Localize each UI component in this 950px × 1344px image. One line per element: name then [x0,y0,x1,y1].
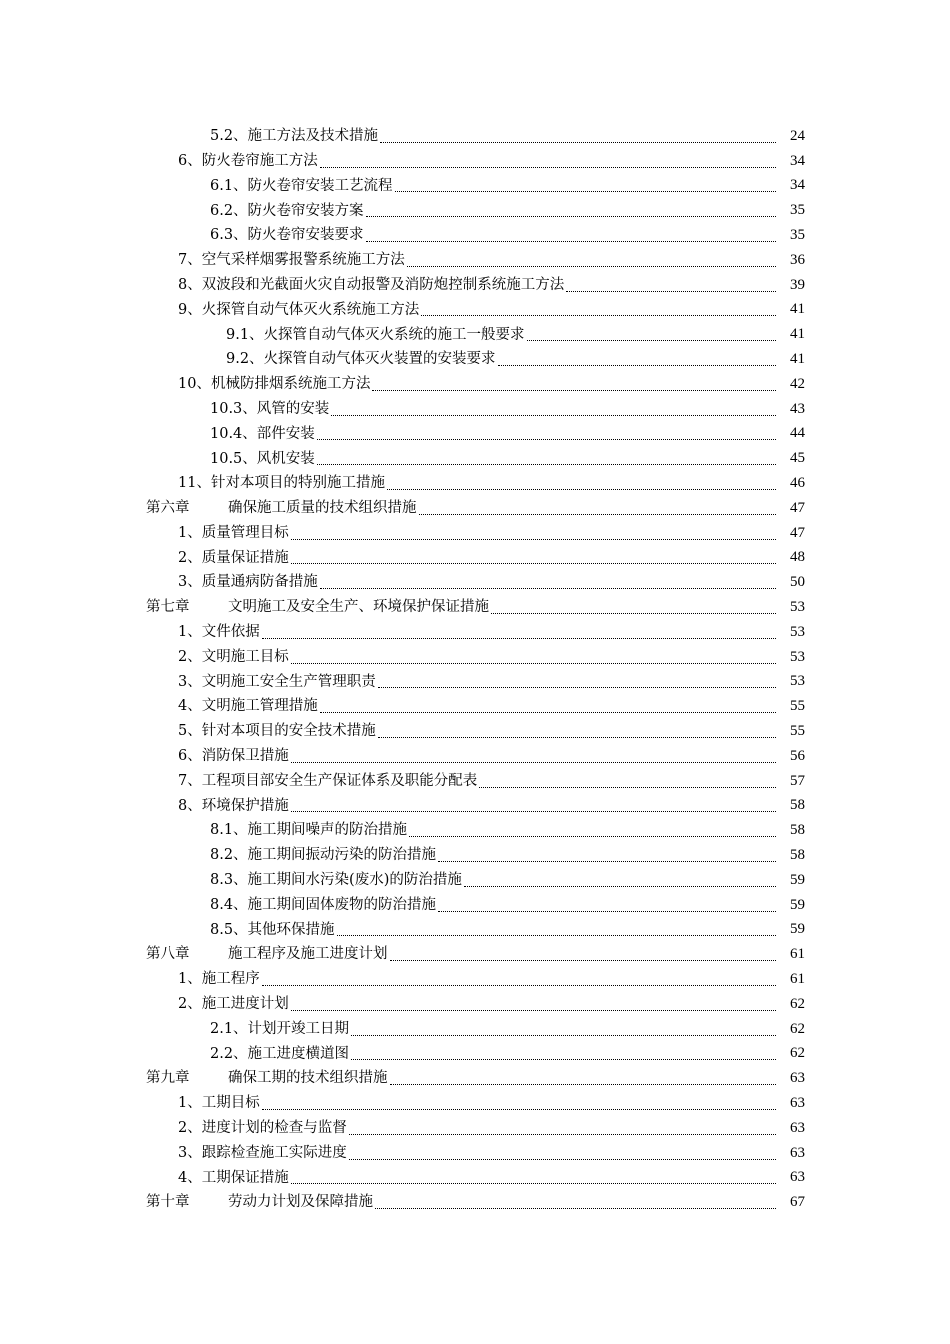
toc-chapter-number: 第八章 [146,946,190,963]
dot-leader [491,613,776,614]
toc-page-number: 63 [790,1070,805,1087]
toc-chapter-entry[interactable] [0,496,950,521]
toc-entry-title [178,551,289,566]
toc-entry-title [178,1096,260,1111]
toc-chapter-number: 第十章 [146,1194,190,1211]
dot-leader [366,241,776,242]
toc-page-number: 53 [790,648,805,665]
toc-entry-title [178,575,318,590]
toc-page-number: 53 [790,673,805,690]
dot-leader [331,415,776,416]
toc-entry-title [178,253,405,268]
toc-entry-title [178,1121,347,1136]
toc-entry-text: 确保施工质量的技术组织措施 [228,500,417,517]
toc-entry-title [178,1171,289,1186]
toc-page-number: 56 [790,747,805,764]
toc-entry-title [226,328,525,343]
toc-entry-title [146,1195,373,1210]
toc-entry-title [178,675,376,690]
toc-entry-title [178,699,318,714]
toc-entry-text: 5、针对本项目的安全技术措施 [178,723,376,740]
toc-chapter-entry[interactable] [0,1190,950,1215]
toc-entry[interactable] [0,992,950,1017]
table-of-contents [0,124,950,1215]
toc-page-number: 46 [790,475,805,492]
toc-page-number: 62 [790,1020,805,1037]
dot-leader [421,315,776,316]
toc-entry-title [210,427,315,442]
toc-page-number: 58 [790,847,805,863]
dot-leader [291,663,776,664]
toc-page-number: 55 [790,723,805,740]
toc-page-number: 53 [790,599,805,616]
dot-leader [317,464,776,465]
dot-leader [320,167,776,168]
toc-entry-text: 1、施工程序 [178,971,260,988]
toc-entry-text: 2、文明施工目标 [178,648,289,665]
toc-page-number: 50 [790,574,805,591]
toc-entry-text: 1、工期目标 [178,1095,260,1112]
toc-entry-title [178,1146,347,1161]
toc-page-number: 35 [790,202,805,219]
toc-page-number: 55 [790,698,805,715]
toc-entry[interactable] [0,322,950,347]
toc-entry-text: 10.4、部件安装 [210,425,315,442]
dot-leader [291,1010,776,1011]
dot-leader [337,935,776,936]
toc-entry-title [178,774,477,789]
toc-page-number: 57 [790,772,805,789]
toc-entry[interactable] [0,967,950,992]
toc-page-number: 39 [790,276,805,293]
toc-entry[interactable] [0,1165,950,1190]
toc-entry-text: 5.2、施工方法及技术措施 [210,128,379,145]
dot-leader [378,737,776,738]
toc-entry-title [210,873,462,888]
toc-page-number: 35 [790,227,805,244]
toc-page-number: 36 [790,251,805,268]
toc-page-number: 42 [790,375,805,392]
toc-entry-title [178,278,564,293]
dot-leader [380,142,776,143]
toc-entry[interactable] [0,794,950,819]
dot-leader [291,811,776,812]
toc-page-number: 47 [790,499,805,516]
toc-entry[interactable] [0,273,950,298]
dot-leader [351,1035,776,1036]
toc-entry[interactable] [0,719,950,744]
toc-entry[interactable] [0,471,950,496]
toc-entry-title [178,625,260,640]
toc-entry-text: 8、环境保护措施 [178,797,289,814]
toc-entry-text: 11、针对本项目的特别施工措施 [178,475,385,492]
toc-entry-text: 6、消防保卫措施 [178,748,289,765]
dot-leader [419,514,777,515]
dot-leader [409,836,776,837]
toc-entry-title [178,972,260,987]
toc-entry[interactable] [0,918,950,943]
toc-entry-title [178,749,289,764]
toc-entry-title [210,1022,349,1037]
toc-entry-title [178,799,289,814]
toc-entry-title [178,650,289,665]
toc-entry-title [178,526,289,541]
toc-page-number: 61 [790,970,805,987]
dot-leader [320,712,776,713]
toc-entry[interactable] [0,521,950,546]
toc-page-number: 43 [790,400,805,417]
toc-entry-text: 10.5、风机安装 [210,450,315,467]
toc-entry[interactable] [0,124,950,149]
toc-entry-text: 2.1、计划开竣工日期 [210,1020,350,1037]
toc-entry-text: 6、防火卷帘施工方法 [178,152,318,169]
toc-entry-text: 6.1、防火卷帘安装工艺流程 [210,177,393,194]
dot-leader [498,365,776,366]
toc-entry[interactable] [0,198,950,223]
toc-entry-title [178,154,318,169]
toc-entry-text: 6.2、防火卷帘安装方案 [210,202,364,219]
toc-chapter-number: 第七章 [146,599,190,616]
dot-leader [291,563,776,564]
toc-entry[interactable] [0,769,950,794]
toc-entry[interactable] [0,893,950,918]
toc-entry-text: 2、质量保证措施 [178,549,289,566]
dot-leader [291,539,776,540]
toc-page-number: 63 [790,1144,805,1161]
toc-entry[interactable] [0,422,950,447]
toc-entry-title [210,823,407,838]
toc-entry-title [226,352,496,367]
toc-page-number: 58 [790,797,805,814]
toc-entry-text: 9.2、火探管自动气体灭火装置的安装要求 [226,351,496,368]
toc-entry-text: 8、双波段和光截面火灾自动报警及消防炮控制系统施工方法 [178,276,565,293]
toc-entry-text: 确保工期的技术组织措施 [228,1070,388,1087]
toc-entry-text: 10、机械防排烟系统施工方法 [178,376,371,393]
toc-entry[interactable] [0,1091,950,1116]
toc-entry[interactable] [0,174,950,199]
toc-page-number: 53 [790,623,805,640]
toc-entry-text: 3、质量通病防备措施 [178,574,318,591]
toc-entry-title [210,898,436,913]
dot-leader [375,1208,776,1209]
dot-leader [351,1059,776,1060]
toc-entry[interactable] [0,645,950,670]
toc-entry[interactable] [0,372,950,397]
toc-entry[interactable] [0,149,950,174]
toc-entry-text: 8.5、其他环保措施 [210,921,335,938]
toc-chapter-number: 第九章 [146,1070,190,1087]
dot-leader [372,390,776,391]
toc-entry[interactable] [0,670,950,695]
toc-entry-title [210,1047,349,1062]
toc-entry-title [210,848,436,863]
toc-entry-title [178,476,385,491]
toc-entry-text: 1、质量管理目标 [178,524,289,541]
toc-entry-title [210,179,393,194]
dot-leader [387,489,776,490]
toc-entry-text: 8.2、施工期间振动污染的防治措施 [210,847,437,864]
toc-entry[interactable] [0,446,950,471]
toc-entry[interactable] [0,347,950,372]
toc-entry-title [178,997,289,1012]
dot-leader [479,787,776,788]
dot-leader [262,985,776,986]
toc-page-number: 63 [790,1094,805,1111]
toc-entry[interactable] [0,818,950,843]
toc-entry-title [210,204,364,219]
toc-entry-title [178,377,370,392]
toc-entry-title [210,402,329,417]
toc-entry[interactable] [0,868,950,893]
toc-entry-text: 9.1、火探管自动气体灭火系统的施工一般要求 [226,326,525,343]
dot-leader [317,439,776,440]
dot-leader [438,911,776,912]
toc-entry-title [210,228,364,243]
toc-entry-title [210,452,315,467]
toc-entry[interactable] [0,223,950,248]
toc-entry[interactable] [0,570,950,595]
toc-page-number: 41 [790,326,805,343]
toc-chapter-entry[interactable] [0,942,950,967]
toc-page-number: 63 [790,1169,805,1186]
toc-entry[interactable] [0,1017,950,1042]
toc-page-number: 45 [790,450,805,467]
toc-entry-text: 2、施工进度计划 [178,996,289,1013]
toc-entry-text: 4、文明施工管理措施 [178,698,318,715]
toc-entry-text: 7、工程项目部安全生产保证体系及职能分配表 [178,772,478,789]
dot-leader [320,588,776,589]
toc-entry-title [146,501,417,516]
toc-chapter-entry[interactable] [0,595,950,620]
dot-leader [527,340,776,341]
toc-page-number: 58 [790,822,805,839]
toc-entry-text: 4、工期保证措施 [178,1169,289,1186]
toc-page-number: 48 [790,549,805,566]
toc-entry[interactable] [0,248,950,273]
toc-entry-title [210,923,335,938]
dot-leader [407,266,776,267]
toc-page-number: 47 [790,524,805,541]
toc-page-number: 62 [790,995,805,1012]
toc-entry-text: 文明施工及安全生产、环境保护保证措施 [228,599,489,616]
toc-entry-title [178,724,376,739]
dot-leader [291,762,776,763]
toc-entry-title [146,947,388,962]
toc-page-number: 59 [790,921,805,938]
dot-leader [390,960,777,961]
toc-entry-text: 1、文件依据 [178,624,260,641]
toc-page-number: 41 [790,301,805,318]
toc-entry-text: 8.3、施工期间水污染(废水)的防治措施 [210,872,462,889]
toc-page-number: 24 [790,127,805,144]
toc-entry-text: 6.3、防火卷帘安装要求 [210,227,364,244]
toc-page-number: 63 [790,1119,805,1136]
toc-entry-title [146,1071,388,1086]
toc-page-number: 34 [790,152,805,169]
toc-entry-text: 2、进度计划的检查与监督 [178,1120,347,1137]
toc-entry-text: 3、文明施工安全生产管理职责 [178,673,376,690]
toc-entry-title [178,303,419,318]
toc-page-number: 41 [790,351,805,368]
toc-entry[interactable] [0,744,950,769]
toc-page-number: 59 [790,896,805,913]
dot-leader [395,191,776,192]
toc-entry-text: 2.2、施工进度横道图 [210,1045,350,1062]
toc-page-number: 61 [790,946,805,963]
dot-leader [262,638,776,639]
toc-chapter-number: 第六章 [146,500,190,517]
dot-leader [378,687,776,688]
dot-leader [438,861,776,862]
dot-leader [349,1159,776,1160]
toc-page-number: 67 [790,1194,805,1211]
dot-leader [464,886,776,887]
toc-entry[interactable] [0,397,950,422]
toc-page-number: 34 [790,177,805,194]
dot-leader [291,1183,776,1184]
toc-entry[interactable] [0,1041,950,1066]
toc-entry[interactable] [0,1141,950,1166]
toc-chapter-entry[interactable] [0,1066,950,1091]
toc-entry-text: 8.4、施工期间固体废物的防治措施 [210,896,437,913]
toc-entry[interactable] [0,694,950,719]
toc-page-number: 59 [790,871,805,888]
toc-entry[interactable] [0,546,950,571]
toc-page-number: 44 [790,425,805,442]
toc-entry[interactable] [0,843,950,868]
toc-entry-title [146,600,489,615]
toc-entry-text: 7、空气采样烟雾报警系统施工方法 [178,252,405,269]
toc-entry-text: 劳动力计划及保障措施 [228,1194,373,1211]
toc-entry-text: 3、跟踪检查施工实际进度 [178,1144,347,1161]
toc-entry-title [210,129,378,144]
dot-leader [349,1134,776,1135]
toc-entry-text: 8.1、施工期间噪声的防治措施 [210,822,408,839]
toc-entry-text: 9、火探管自动气体灭火系统施工方法 [178,301,420,318]
toc-page-number: 62 [790,1045,805,1062]
toc-entry[interactable] [0,620,950,645]
dot-leader [390,1084,777,1085]
toc-entry[interactable] [0,1116,950,1141]
dot-leader [366,216,776,217]
toc-entry-text: 施工程序及施工进度计划 [228,946,388,963]
toc-entry-text: 10.3、风管的安装 [210,400,330,417]
toc-entry[interactable] [0,298,950,323]
dot-leader [566,291,776,292]
dot-leader [262,1109,776,1110]
